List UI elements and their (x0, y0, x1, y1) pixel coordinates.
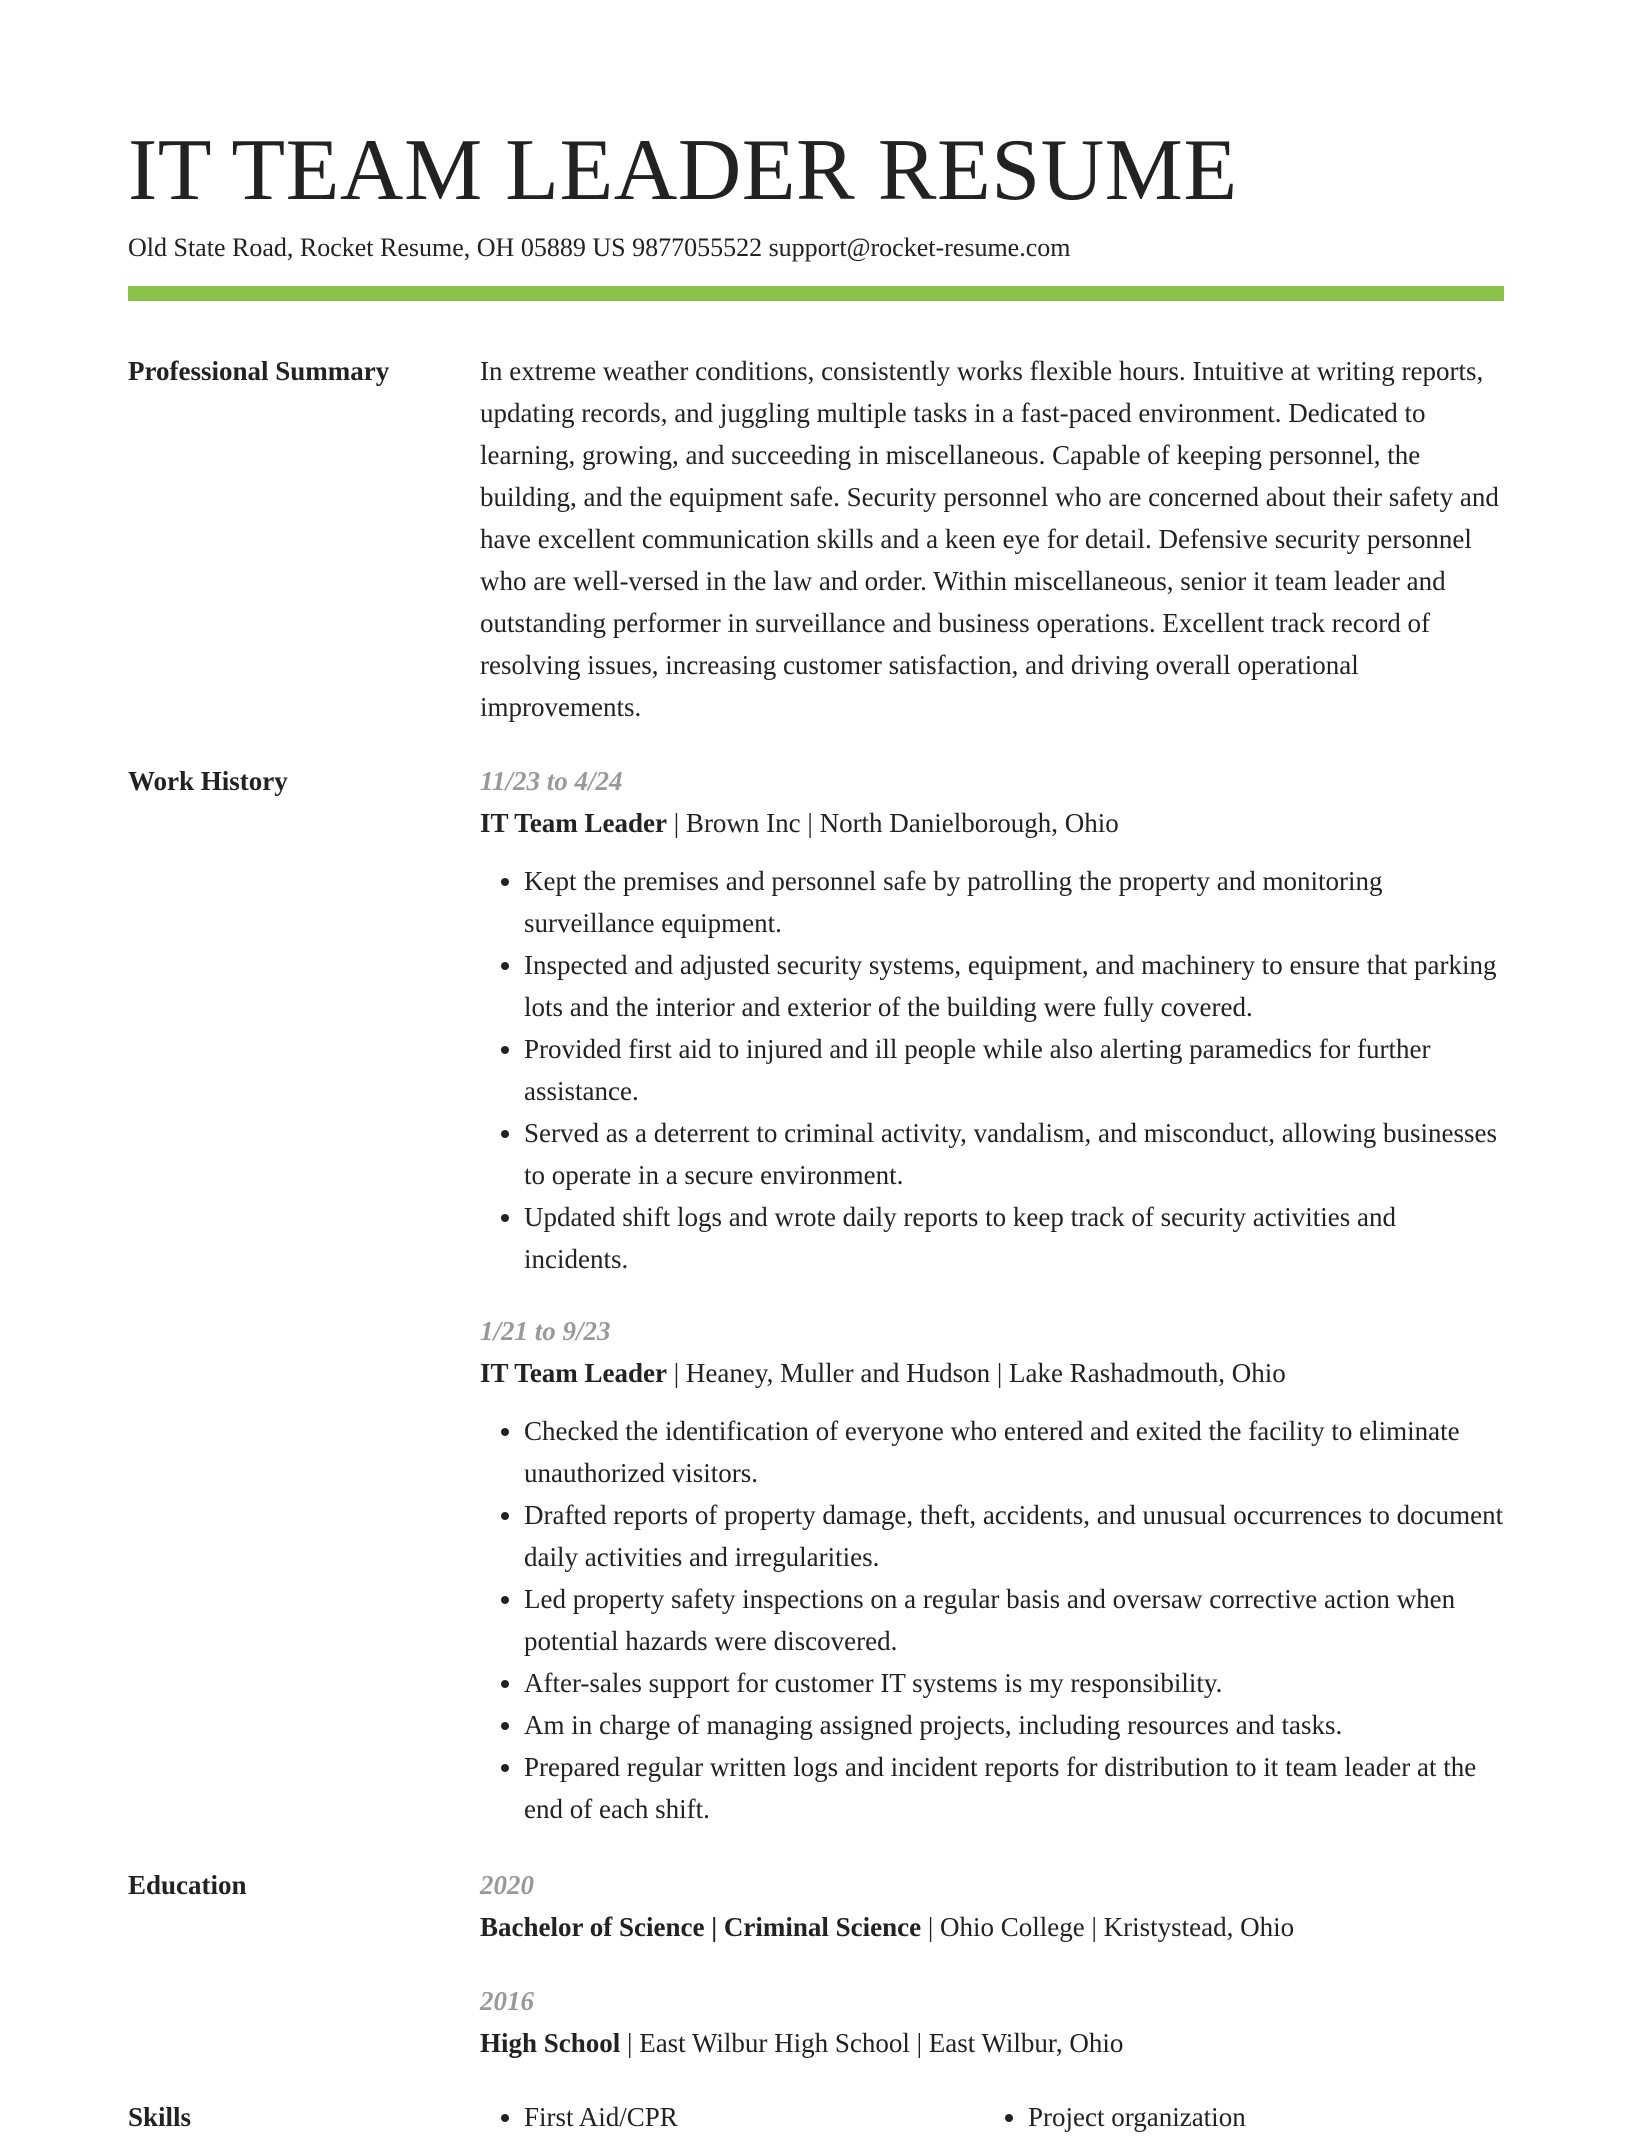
summary-text: In extreme weather conditions, consistently works flexible hours. Intuitive at writing reports, updating records, and juggling multiple tasks in a fast-paced environment. Dedicated to learning, growing, and succeeding in miscellaneous. Capable of keeping personnel, the building, and the equipment safe. Security personnel who are concerned about their safety and have excellent communication skills and a keen eye for detail. Defensive security personnel who are well-versed in the law and order. Within miscellaneous, senior it team leader and outstanding performer in surveillance and business operations. Excellent track record of resolving issues, increasing customer satisfaction, and driving overall operational improvements. (480, 356, 1499, 722)
education-details: | East Wilbur High School | East Wilbur, Ohio (620, 2028, 1124, 2058)
list-item: • Checked the identification of everyone who entered and exited the facility to eliminate unauthorized visitors. (524, 1410, 1504, 1494)
education-entry (480, 1980, 1504, 2064)
skill-item: • First Aid/CPR (524, 2096, 984, 2138)
skills-body (480, 2096, 1504, 2138)
work-history-heading: Work History (128, 766, 288, 796)
education-entry (480, 1864, 1504, 1948)
list-item: • Kept the premises and personnel safe by patrolling the property and monitoring surveillance equipment. (524, 860, 1504, 944)
education-body (480, 1864, 1504, 2064)
work-history-body (480, 760, 1504, 1830)
education-degree: Bachelor of Science | Criminal Science (480, 1912, 922, 1942)
skills-columns (480, 2096, 1504, 2138)
job-entry (480, 760, 1504, 1280)
list-item: • Prepared regular written logs and incident reports for distribution to it team leader at the end of each shift. (524, 1746, 1504, 1830)
list-item: • Served as a deterrent to criminal activity, vandalism, and misconduct, allowing businesses to operate in a secure environment. (524, 1112, 1504, 1196)
accent-divider (128, 286, 1504, 301)
job-role: IT Team Leader (480, 1358, 668, 1388)
job-details: | Brown Inc | North Danielborough, Ohio (667, 808, 1119, 838)
skills-heading: Skills (128, 2102, 192, 2132)
list-item: • Updated shift logs and wrote daily reports to keep track of security activities and incidents. (524, 1196, 1504, 1280)
education-degree: High School (480, 2028, 621, 2058)
skills-list-left (480, 2096, 984, 2138)
skill-item: • Project organization (1028, 2096, 1488, 2138)
list-item: • Led property safety inspections on a regular basis and oversaw corrective action when potential hazards were discovered. (524, 1578, 1504, 1662)
summary-heading: Professional Summary (128, 356, 390, 386)
skills-list-right (984, 2096, 1488, 2138)
job-title-line (480, 802, 1504, 844)
job-title-line (480, 1352, 1504, 1394)
education-title-line (480, 1906, 1504, 1948)
job-details: | Heaney, Muller and Hudson | Lake Rashadmouth, Ohio (667, 1358, 1286, 1388)
list-item: • Provided first aid to injured and ill people while also alerting paramedics for further assistance. (524, 1028, 1504, 1112)
list-item: • Drafted reports of property damage, theft, accidents, and unusual occurrences to document daily activities and irregularities. (524, 1494, 1504, 1578)
education-heading: Education (128, 1870, 247, 1900)
education-title-line (480, 2022, 1504, 2064)
resume-title: IT TEAM LEADER RESUME (128, 122, 1238, 219)
list-item: • Am in charge of managing assigned projects, including resources and tasks. (524, 1704, 1504, 1746)
summary-body (480, 350, 1504, 728)
job-duties-list (480, 1410, 1504, 1830)
education-year: 2016 (480, 1986, 534, 2016)
job-role: IT Team Leader (480, 808, 668, 838)
job-dates: 11/23 to 4/24 (480, 766, 623, 796)
job-entry (480, 1310, 1504, 1830)
job-dates: 1/21 to 9/23 (480, 1316, 611, 1346)
job-duties-list (480, 860, 1504, 1280)
contact-line: Old State Road, Rocket Resume, OH 05889 US 9877055522 support@rocket-resume.com (128, 233, 1071, 262)
list-item: • After-sales support for customer IT systems is my responsibility. (524, 1662, 1504, 1704)
education-details: | Ohio College | Kristystead, Ohio (921, 1912, 1295, 1942)
list-item: • Inspected and adjusted security systems, equipment, and machinery to ensure that parking lots and the interior and exterior of the building were fully covered. (524, 944, 1504, 1028)
education-year: 2020 (480, 1870, 534, 1900)
